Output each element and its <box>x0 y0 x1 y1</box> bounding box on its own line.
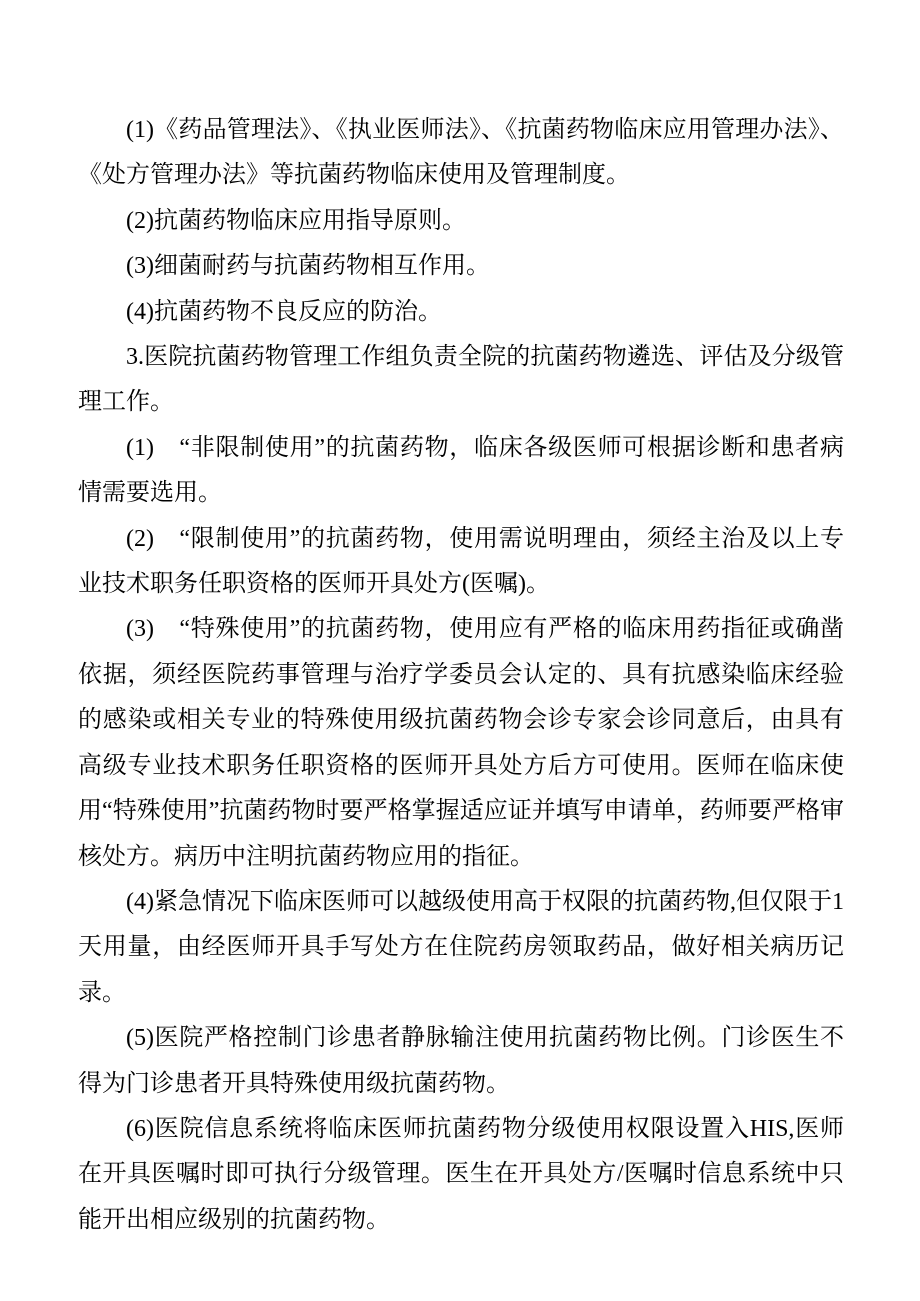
paragraph-regulations-list-item-4: (4)抗菌药物不良反应的防治。 <box>126 298 442 325</box>
paragraph-grading-item-6-his-system: (6)医院信息系统将临床医师抗菌药物分级使用权限设置入HIS,医师在开具医嘱时即可执行分级管理。医生在开具处方/医嘱时信息系统中只能开出相应级别的抗菌药物。 <box>78 1115 844 1233</box>
paragraph-regulations-list-item-1: (1)《药品管理法》、《执业医师法》、《抗菌药物临床应用管理办法》、《处方管理办法》等抗菌药物临床使用及管理制度。 <box>78 117 844 189</box>
paragraph-regulations-list-item-2: (2)抗菌药物临床应用指导原则。 <box>126 207 466 234</box>
paragraph-grading-item-1-nonrestricted: (1) “非限制使用”的抗菌药物，临床各级医师可根据诊断和患者病情需要选用。 <box>78 434 844 507</box>
paragraph-grading-item-4-emergency: (4)紧急情况下临床医师可以越级使用高于权限的抗菌药物,但仅限于1天用量，由经医师开具手写处方在住院药房领取药品，做好相关病历记录。 <box>78 888 844 1006</box>
paragraph-section-3-heading: 3.医院抗菌药物管理工作组负责全院的抗菌药物遴选、评估及分级管理工作。 <box>78 344 844 416</box>
paragraph-regulations-list-item-3: (3)细菌耐药与抗菌药物相互作用。 <box>126 253 490 280</box>
paragraph-grading-item-2-restricted: (2) “限制使用”的抗菌药物，使用需说明理由，须经主治及以上专业技术职务任职资格的医师开具处方(医嘱)。 <box>78 525 844 598</box>
paragraph-grading-item-3-special-use: (3) “特殊使用”的抗菌药物，使用应有严格的临床用药指征或确凿依据，须经医院药事管理与治疗学委员会认定的、具有抗感染临床经验的感染或相关专业的特殊使用级抗菌药物会诊专家会诊同意后，由具有高级专业技术职务任职资格的医师开具处方后方可使用。医师在临床使用“特殊使用”抗菌药物时要严格掌握适应证并填写申请单，药师要严格审核处方。病历中注明抗菌药物应用的指征。 <box>78 616 844 870</box>
paragraph-grading-item-5-outpatient: (5)医院严格控制门诊患者静脉输注使用抗菌药物比例。门诊医生不得为门诊患者开具特殊使用级抗菌药物。 <box>78 1025 844 1097</box>
document-body <box>78 108 844 1243</box>
